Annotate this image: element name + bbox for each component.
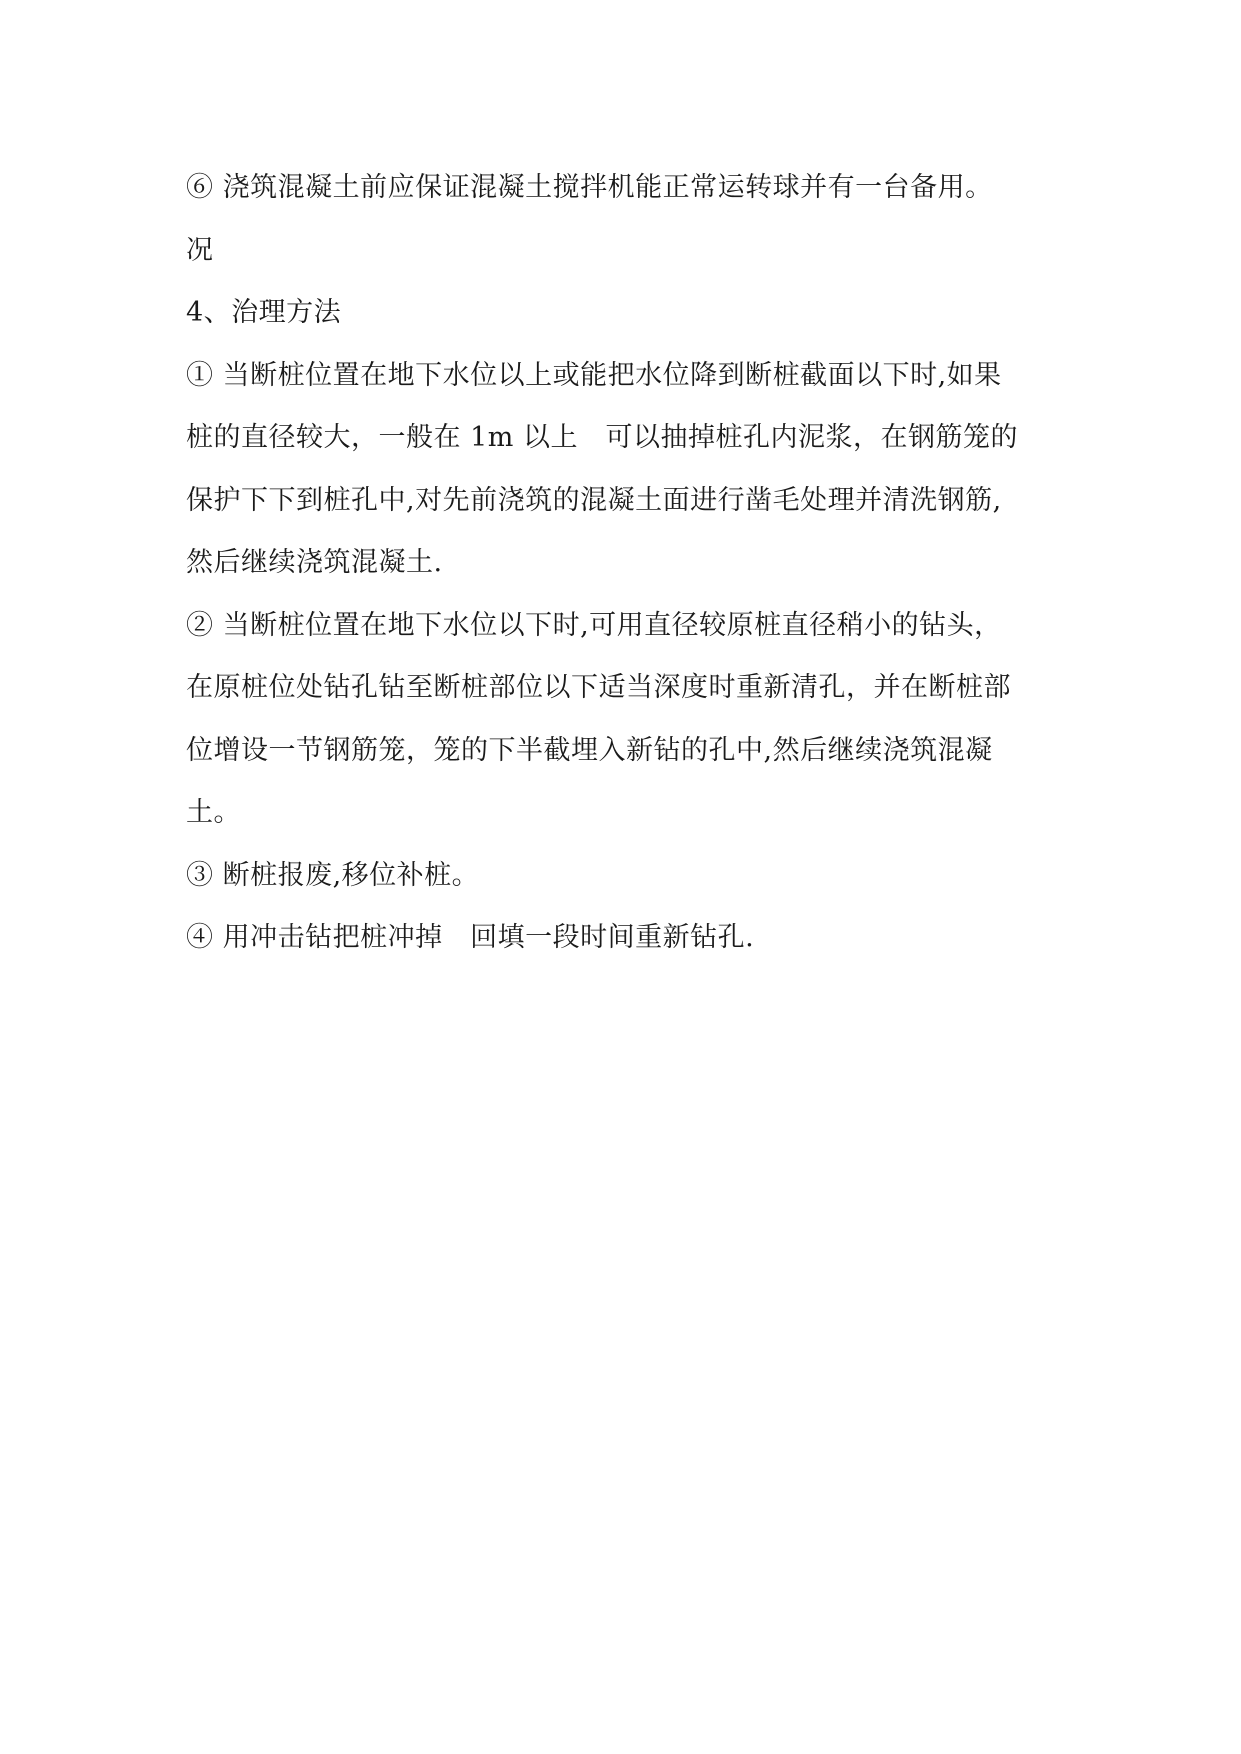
paragraph-line-2: 况 bbox=[186, 234, 214, 266]
paragraph-line-9: 在原桩位处钻孔钻至断桩部位以下适当深度时重新清孔，并在断桩部 bbox=[186, 672, 1011, 703]
paragraph-line-8: ② 当断桩位置在地下水位以下时,可用直径较原桩直径稍小的钻头， bbox=[186, 609, 1002, 641]
paragraph-line-7: 然后继续浇筑混凝土. bbox=[186, 547, 443, 578]
section-heading: 4、治理方法 bbox=[186, 297, 342, 328]
paragraph-line-12: ③ 断桩报废,移位补桩。 bbox=[186, 859, 480, 891]
paragraph-line-13: ④ 用冲击钻把桩冲掉 回填一段时间重新钻孔. bbox=[186, 922, 755, 953]
paragraph-line-1: ⑥ 浇筑混凝土前应保证混凝土搅拌机能正常运转球并有一台备用。 bbox=[186, 172, 993, 203]
paragraph-line-6: 保护下下到桩孔中,对先前浇筑的混凝土面进行凿毛处理并清洗钢筋, bbox=[186, 484, 1002, 516]
paragraph-line-11: 土。 bbox=[186, 797, 241, 828]
document-body bbox=[186, 157, 1056, 970]
paragraph-line-4: ① 当断桩位置在地下水位以上或能把水位降到断桩截面以下时,如果 bbox=[186, 359, 1002, 391]
paragraph-line-5: 桩的直径较大，一般在 1m 以上 可以抽掉桩孔内泥浆，在钢筋笼的 bbox=[186, 422, 1018, 453]
paragraph-line-10: 位增设一节钢筋笼，笼的下半截埋入新钻的孔中,然后继续浇筑混凝 bbox=[186, 734, 993, 766]
